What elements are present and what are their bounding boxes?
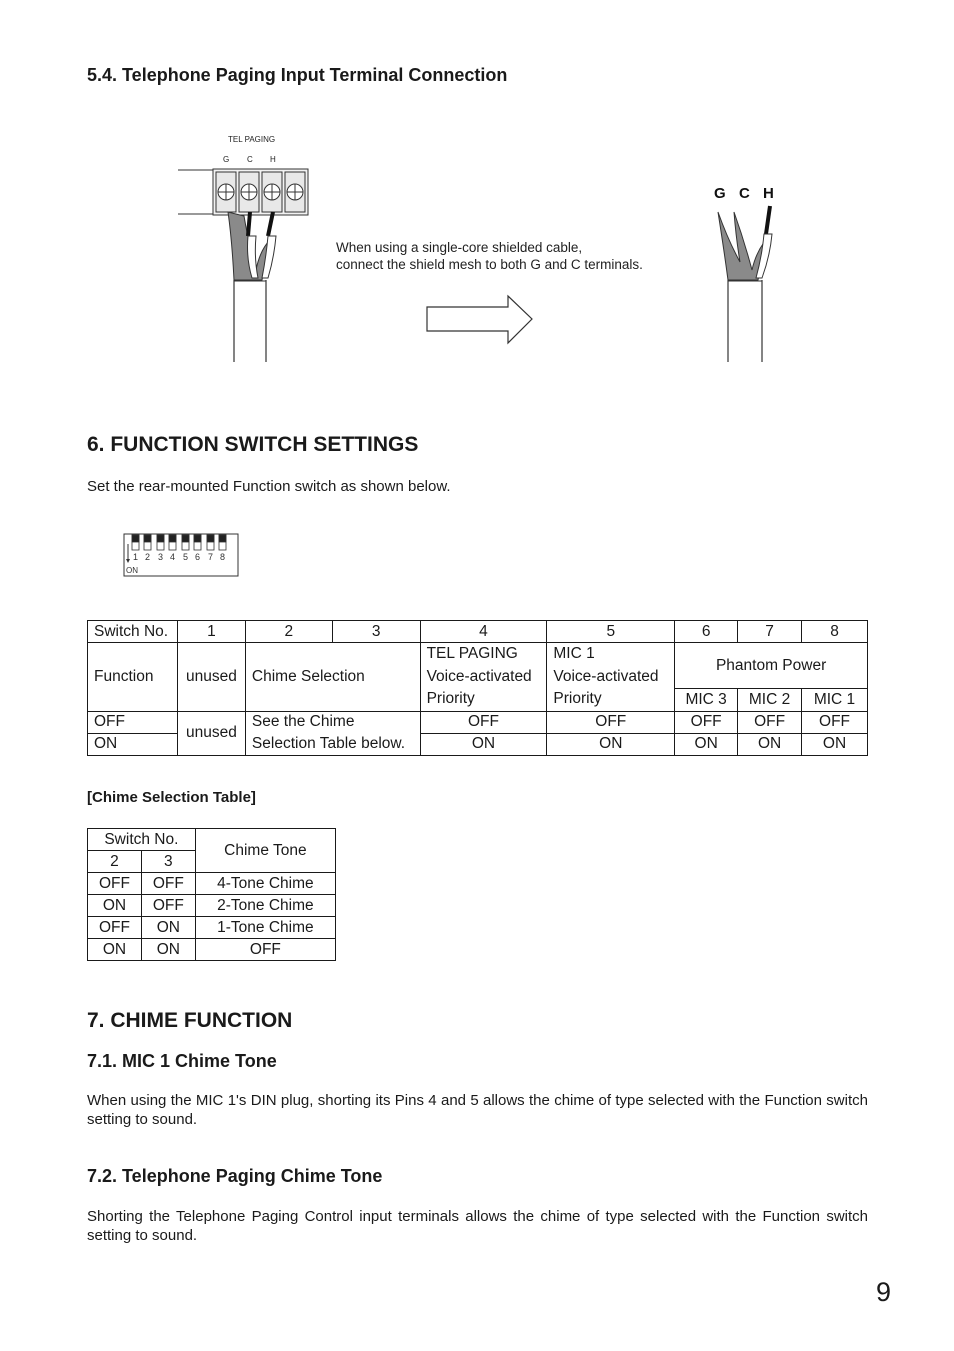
switch-no-6: 6 bbox=[675, 621, 738, 643]
chime-switch-no-label: Switch No. bbox=[88, 829, 196, 851]
terminal-letter-c: C bbox=[247, 155, 253, 164]
switch-5-function bbox=[547, 643, 675, 712]
switch-no-7: 7 bbox=[738, 621, 802, 643]
section-6-heading: 6. FUNCTION SWITCH SETTINGS bbox=[87, 433, 419, 456]
table-row bbox=[88, 643, 868, 689]
switch-1-function: unused bbox=[177, 643, 245, 712]
table-row bbox=[88, 621, 868, 643]
section-7-1-text: When using the MIC 1's DIN plug, shorting its Pins 4 and 5 allows the chime of type selected with the Function switch setting to sound. bbox=[87, 1092, 868, 1128]
chime-table-title: [Chime Selection Table] bbox=[87, 789, 256, 806]
right-label-h: H bbox=[763, 185, 774, 202]
see-chime-line-1: See the Chime bbox=[245, 711, 420, 733]
row-2-s2: ON bbox=[88, 895, 142, 917]
dip-num-8: 8 bbox=[220, 552, 226, 562]
chime-switch-3: 3 bbox=[141, 851, 195, 873]
terminal-connection-diagram bbox=[170, 128, 810, 368]
switch-4-on: ON bbox=[420, 733, 547, 755]
table-row bbox=[88, 873, 336, 895]
switch-4-line-3: Priority bbox=[426, 690, 475, 707]
dip-num-5: 5 bbox=[183, 552, 189, 562]
switch-5-line-3: Priority bbox=[553, 690, 602, 707]
chime-tone-label: Chime Tone bbox=[195, 829, 335, 873]
left-cable bbox=[228, 212, 276, 362]
row-3-tone: 1-Tone Chime bbox=[195, 917, 335, 939]
switch-6-on: ON bbox=[675, 733, 738, 755]
switch-5-line-2: Voice-activated bbox=[553, 667, 659, 685]
switch-no-4: 4 bbox=[420, 621, 547, 643]
switch-4-off: OFF bbox=[420, 711, 547, 733]
section-7-1-heading: 7.1. MIC 1 Chime Tone bbox=[87, 1051, 277, 1071]
switch-4-line-2: Voice-activated bbox=[426, 667, 532, 685]
function-label: Function bbox=[88, 643, 178, 712]
row-4-s2: ON bbox=[88, 939, 142, 961]
switch-6-off: OFF bbox=[675, 711, 738, 733]
row-3-s3: ON bbox=[141, 917, 195, 939]
right-cable bbox=[718, 206, 772, 362]
table-row bbox=[88, 711, 868, 733]
switch-5-on: ON bbox=[547, 733, 675, 755]
function-switch-table bbox=[87, 620, 868, 756]
dip-num-3: 3 bbox=[158, 552, 164, 562]
dip-num-7: 7 bbox=[208, 552, 214, 562]
section-7-2-text: Shorting the Telephone Paging Control input terminals allows the chime of type selected with the Function switch setting to sound. bbox=[87, 1208, 868, 1244]
section-7-heading: 7. CHIME FUNCTION bbox=[87, 1009, 293, 1032]
switch-4-function bbox=[420, 643, 547, 712]
row-1-s2: OFF bbox=[88, 873, 142, 895]
phantom-mic-3: MIC 3 bbox=[675, 689, 738, 712]
table-row bbox=[88, 895, 336, 917]
row-4-s3: ON bbox=[141, 939, 195, 961]
see-chime-line-2: Selection Table below. bbox=[245, 733, 420, 755]
terminal-letter-g: G bbox=[223, 155, 230, 164]
section-5-4-heading: 5.4. Telephone Paging Input Terminal Connection bbox=[87, 65, 508, 85]
switch-5-off: OFF bbox=[547, 711, 675, 733]
section-6-intro: Set the rear-mounted Function switch as shown below. bbox=[87, 478, 451, 495]
switch-no-3: 3 bbox=[332, 621, 420, 643]
phantom-power-label: Phantom Power bbox=[675, 643, 868, 689]
right-label-g: G bbox=[714, 185, 726, 202]
right-label-c: C bbox=[739, 185, 750, 202]
dip-num-4: 4 bbox=[170, 552, 176, 562]
terminal-block-label: TEL PAGING bbox=[228, 135, 276, 144]
page-number: 9 bbox=[876, 1277, 892, 1307]
row-2-s3: OFF bbox=[141, 895, 195, 917]
row-2-tone: 2-Tone Chime bbox=[195, 895, 335, 917]
switch-2-3-function: Chime Selection bbox=[245, 643, 420, 712]
dip-switch-diagram bbox=[122, 532, 242, 580]
switch-1-setting: unused bbox=[177, 711, 245, 755]
switch-no-2: 2 bbox=[245, 621, 332, 643]
switch-4-line-1: TEL PAGING bbox=[426, 645, 518, 662]
table-row bbox=[88, 939, 336, 961]
arrow-icon bbox=[427, 296, 532, 343]
dip-on-label: ON bbox=[126, 566, 138, 575]
section-7-2-heading: 7.2. Telephone Paging Chime Tone bbox=[87, 1166, 383, 1186]
switch-no-8: 8 bbox=[802, 621, 868, 643]
chime-switch-2: 2 bbox=[88, 851, 142, 873]
note-line-2: connect the shield mesh to both G and C terminals. bbox=[336, 257, 643, 272]
phantom-mic-1: MIC 1 bbox=[802, 689, 868, 712]
terminal-letter-h: H bbox=[270, 155, 276, 164]
switch-8-on: ON bbox=[802, 733, 868, 755]
switch-no-1: 1 bbox=[177, 621, 245, 643]
dip-num-6: 6 bbox=[195, 552, 201, 562]
switch-5-line-1: MIC 1 bbox=[553, 645, 595, 662]
switch-7-on: ON bbox=[738, 733, 802, 755]
on-label: ON bbox=[88, 733, 178, 755]
row-1-s3: OFF bbox=[141, 873, 195, 895]
row-4-tone: OFF bbox=[195, 939, 335, 961]
note-line-1: When using a single-core shielded cable, bbox=[336, 240, 583, 255]
dip-num-2: 2 bbox=[145, 552, 151, 562]
switch-no-label: Switch No. bbox=[88, 621, 178, 643]
switch-8-off: OFF bbox=[802, 711, 868, 733]
row-3-s2: OFF bbox=[88, 917, 142, 939]
switch-7-off: OFF bbox=[738, 711, 802, 733]
dip-num-1: 1 bbox=[133, 552, 139, 562]
phantom-mic-2: MIC 2 bbox=[738, 689, 802, 712]
table-row bbox=[88, 917, 336, 939]
off-label: OFF bbox=[88, 711, 178, 733]
chime-selection-table bbox=[87, 828, 336, 961]
row-1-tone: 4-Tone Chime bbox=[195, 873, 335, 895]
switch-no-5: 5 bbox=[547, 621, 675, 643]
table-row bbox=[88, 829, 336, 851]
